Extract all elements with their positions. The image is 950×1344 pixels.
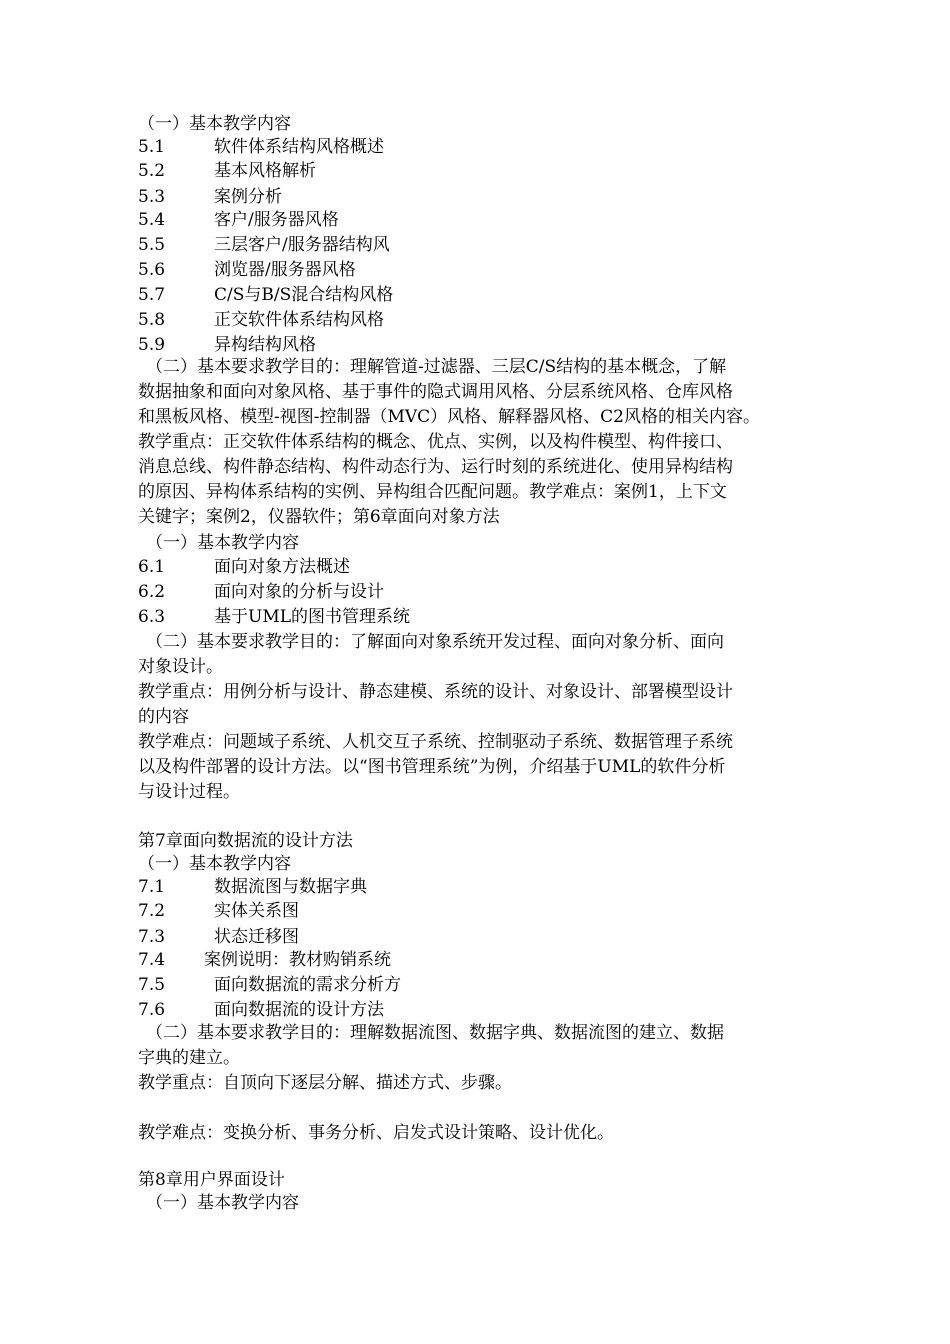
ch5-requirements-line: （二）基本要求教学目的：理解管道-过滤器、三层C/S结构的基本概念，了解 <box>146 357 727 377</box>
item-number: 6.1 <box>138 557 166 577</box>
item-number: 7.4 <box>138 950 166 970</box>
item-title: 案例分析 <box>214 187 282 207</box>
ch5-requirements-line: 教学重点：正交软件体系结构的概念、优点、实例，以及构件模型、构件接口、 <box>138 432 733 452</box>
item-title: 实体关系图 <box>214 901 299 921</box>
item-title: 浏览器/服务器风格 <box>214 260 356 280</box>
item-number: 6.2 <box>138 582 166 602</box>
ch5-requirements-line: 关键字；案例2，仪器软件；第6章面向对象方法 <box>138 507 500 527</box>
item-title: 面向对象方法概述 <box>214 557 350 577</box>
ch5-requirements-line: 消息总线、构件静态结构、构件动态行为、运行时刻的系统进化、使用异构结构 <box>138 457 733 477</box>
item-title: 正交软件体系结构风格 <box>214 310 384 330</box>
item-number: 5.1 <box>138 137 166 157</box>
item-title: 面向数据流的需求分析方 <box>214 975 401 995</box>
ch5-item-5-3 <box>138 187 282 207</box>
item-number: 5.5 <box>138 235 166 255</box>
ch7-item-7-6 <box>138 1000 384 1020</box>
ch5-item-5-2 <box>138 161 316 181</box>
item-number: 7.5 <box>138 975 166 995</box>
ch5-item-5-5 <box>138 235 390 255</box>
item-number: 7.3 <box>138 927 166 947</box>
ch6-requirements-line: （二）基本要求教学目的：了解面向对象系统开发过程、面向对象分析、面向 <box>146 632 724 652</box>
item-title: 面向对象的分析与设计 <box>214 582 384 602</box>
ch8-basic-content-heading: （一）基本教学内容 <box>146 1193 299 1213</box>
ch5-requirements-line: 数据抽象和面向对象风格、基于事件的隐式调用风格、分层系统风格、仓库风格 <box>138 382 733 402</box>
ch6-requirements-line: 教学难点：问题域子系统、人机交互子系统、控制驱动子系统、数据管理子系统 <box>138 732 733 752</box>
ch6-requirements-line: 教学重点：用例分析与设计、静态建模、系统的设计、对象设计、部署模型设计 <box>138 682 733 702</box>
item-number: 5.3 <box>138 187 166 207</box>
item-title: 状态迁移图 <box>214 927 299 947</box>
item-number: 7.2 <box>138 901 166 921</box>
item-title: 客户/服务器风格 <box>214 210 339 230</box>
item-number: 5.8 <box>138 310 166 330</box>
ch7-requirements-line: 教学重点：自顶向下逐层分解、描述方式、步骤。 <box>138 1073 512 1093</box>
ch6-requirements-line: 与设计过程。 <box>138 782 240 802</box>
item-title: 面向数据流的设计方法 <box>214 1000 384 1020</box>
item-title: 软件体系结构风格概述 <box>214 137 384 157</box>
item-number: 7.6 <box>138 1000 166 1020</box>
item-title: 三层客户/服务器结构风 <box>214 235 390 255</box>
item-title: 基本风格解析 <box>214 161 316 181</box>
ch7-item-7-2 <box>138 901 299 921</box>
ch7-difficulty: 教学难点：变换分析、事务分析、启发式设计策略、设计优化。 <box>138 1123 614 1143</box>
item-title: 数据流图与数据字典 <box>214 877 367 897</box>
item-title: 基于UML的图书管理系统 <box>214 607 411 627</box>
item-number: 5.7 <box>138 285 166 305</box>
ch7-item-7-5 <box>138 975 401 995</box>
ch5-item-5-9 <box>138 335 316 355</box>
ch5-requirements-line: 和黑板风格、模型-视图-控制器（MVC）风格、解释器风格、C2风格的相关内容。 <box>138 407 761 427</box>
ch5-item-5-6 <box>138 260 356 280</box>
item-number: 5.9 <box>138 335 166 355</box>
ch6-requirements-line: 以及构件部署的设计方法。以“图书管理系统”为例，介绍基于UML的软件分析 <box>138 757 726 777</box>
ch6-item-6-1 <box>138 557 350 577</box>
ch7-item-7-1 <box>138 877 367 897</box>
ch5-requirements-line: 的原因、异构体系结构的实例、异构组合匹配问题。教学难点：案例1，上下文 <box>138 482 727 502</box>
ch6-requirements-line: 的内容 <box>138 707 189 727</box>
item-title: 案例说明：教材购销系统 <box>204 950 391 970</box>
ch7-basic-content-heading: （一）基本教学内容 <box>138 854 291 874</box>
item-number: 6.3 <box>138 607 166 627</box>
item-title: C/S与B/S混合结构风格 <box>214 285 394 305</box>
item-number: 5.4 <box>138 210 166 230</box>
item-number: 7.1 <box>138 877 166 897</box>
ch5-item-5-4 <box>138 210 339 230</box>
ch6-item-6-2 <box>138 582 384 602</box>
ch5-basic-content-heading: （一）基本教学内容 <box>138 114 291 134</box>
ch7-item-7-4 <box>138 950 391 970</box>
ch7-title: 第7章面向数据流的设计方法 <box>138 831 353 851</box>
item-number: 5.6 <box>138 260 166 280</box>
item-title: 异构结构风格 <box>214 335 316 355</box>
ch6-requirements-line: 对象设计。 <box>138 657 223 677</box>
ch8-title: 第8章用户界面设计 <box>138 1170 285 1190</box>
ch7-requirements-line: （二）基本要求教学目的：理解数据流图、数据字典、数据流图的建立、数据 <box>146 1023 724 1043</box>
ch5-item-5-7 <box>138 285 393 305</box>
ch6-basic-content-heading: （一）基本教学内容 <box>146 533 299 553</box>
ch5-item-5-1 <box>138 137 384 157</box>
ch7-item-7-3 <box>138 927 299 947</box>
item-number: 5.2 <box>138 161 166 181</box>
ch7-requirements-line: 字典的建立。 <box>138 1048 240 1068</box>
ch5-item-5-8 <box>138 310 384 330</box>
ch6-item-6-3 <box>138 607 410 627</box>
